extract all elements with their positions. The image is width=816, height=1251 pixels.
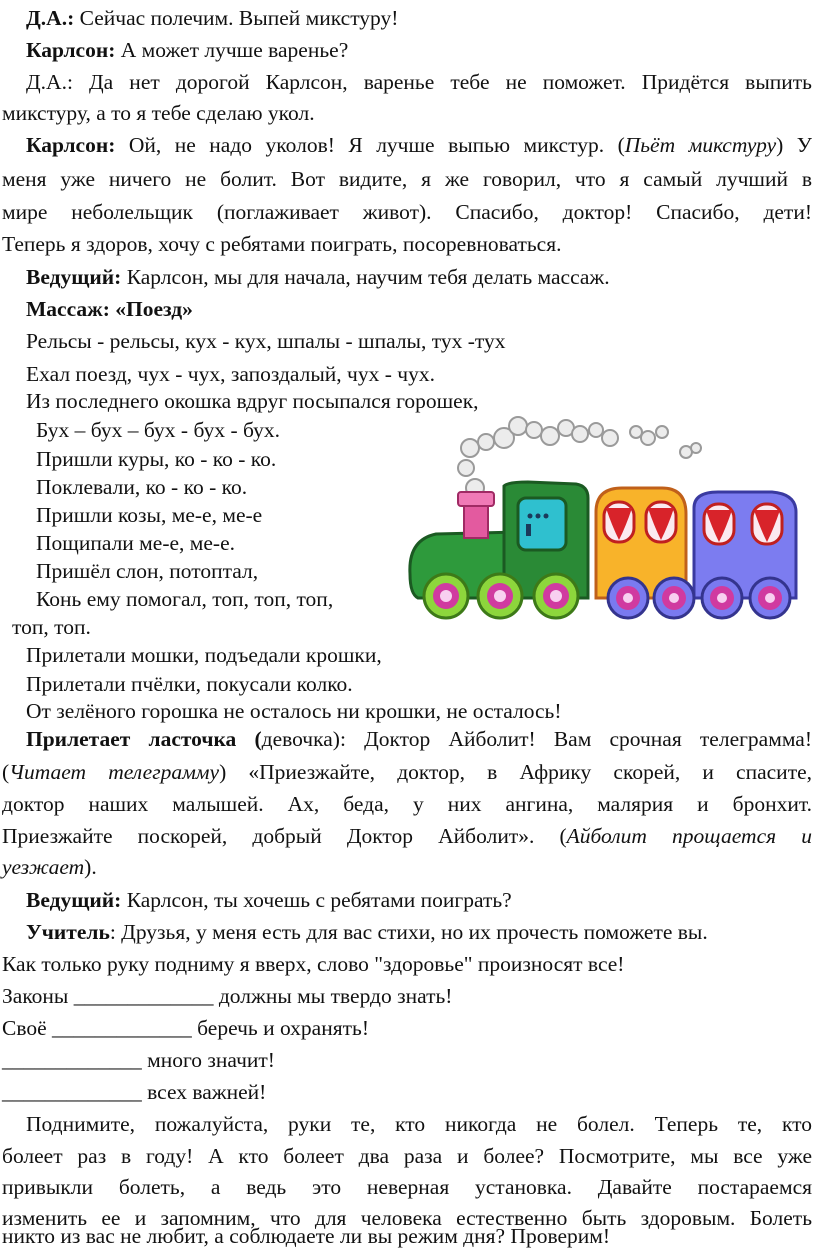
wheel-icon [608,578,648,618]
paragraph-instruction: Как только руку подниму я вверх, слово "здоровье" произносят все! [2,952,625,976]
poem-line: Бух – бух – бух - бух - бух. [36,418,280,442]
paragraph-swallow-line4: Приезжайте поскорей, добрый Доктор Айболит». (Айболит прощается и [2,824,812,848]
train-illustration [400,408,816,630]
fill-in-line: _____________ всех важней! [2,1080,267,1104]
speaker-label: Карлсон: [26,38,116,62]
paragraph-host-1 [26,262,610,292]
paragraph-host-2 [26,885,512,915]
poem-line: От зелёного горошка не осталось ни крошки, не осталось! [26,699,562,723]
speaker-label: Прилетает ласточка ( [26,727,262,751]
paragraph-final-line1: Поднимите, пожалуйста, руки те, кто никогда не болел. Теперь те, кто [26,1112,812,1136]
wheel-icon [478,574,522,618]
stage-direction: Айболит прощается и [566,824,812,848]
poem-line: топ, топ. [12,615,91,639]
fill-in-line: _____________ много значит! [2,1048,275,1072]
speaker-label: Д.А. [26,70,67,94]
poem-line: Из последнего окошка вдруг посыпался горошек, [26,389,479,413]
paragraph-swallow-line1: Прилетает ласточка (девочка): Доктор Айболит! Вам срочная телеграмма! [26,727,812,751]
paragraph-final-line5: никто из вас не любит, а соблюдаете ли вы режим дня? Проверим! [2,1224,611,1248]
stage-direction: Читает телеграмму [9,760,220,784]
wheel-icon [702,578,742,618]
paragraph-swallow-line2: (Читает телеграмму) «Приезжайте, доктор, в Африку скорей, и спасите, [2,760,813,784]
dialogue-text: А может лучше варенье? [115,38,349,62]
dialogue-text: Сейчас полечим. Выпей микстуру! [74,6,399,30]
poem-line: Поклевали, ко - ко - ко. [36,475,248,499]
paragraph-karlson-1 [26,35,348,65]
dialogue-text: Карлсон, мы для начала, научим тебя делать массаж. [121,265,610,289]
poem-line: Пришли куры, ко - ко - ко. [36,447,277,471]
paragraph-final-line3: привыкли болеть, а ведь это неверная установка. Давайте постараемся [2,1175,812,1199]
paragraph-karlson-2-line3: мире неболельщик (поглаживает живот). Спасибо, доктор! Спасибо, дети! [2,200,812,224]
speaker-label: Ведущий: [26,265,122,289]
poem-line: Пришли козы, ме-е, ме-е [36,503,263,527]
poem-line: Конь ему помогал, топ, топ, топ, [36,587,334,611]
poem-line: Пришёл слон, потоптал, [36,559,259,583]
poem-line: Ехал поезд, чух - чух, запоздалый, чух - чух. [26,362,435,386]
paragraph-karlson-2-line1: Карлсон: Ой, не надо уколов! Я лучше выпью микстур. (Пьёт микстуру) У [26,133,812,157]
stage-direction: Пьёт микстуру [624,133,777,157]
paragraph-final-line4: изменить ее и запомним, что для человека естественно быть здоровым. Болеть [2,1206,812,1230]
speaker-label: Карлсон: [26,133,116,157]
wheel-icon [424,574,468,618]
wheel-icon [750,578,790,618]
paragraph-karlson-2-line4: Теперь я здоров, хочу с ребятами поиграть, посоревноваться. [2,232,562,256]
speaker-label: Д.А.: [26,6,75,30]
paragraph-doctor-1 [26,3,398,33]
paragraph-doctor-2-line2: микстуру, а то я тебе сделаю укол. [2,101,315,125]
speaker-label: Ведущий: [26,888,122,912]
wheel-icon [534,574,578,618]
poem-line: Рельсы - рельсы, кух - кух, шпалы - шпалы, тух -тух [26,329,506,353]
poem-line: Пощипали ме-е, ме-е. [36,531,236,555]
massage-title: Массаж: «Поезд» [26,297,193,321]
wheel-icon [654,578,694,618]
fill-in-line: Своё _____________ беречь и охранять! [2,1016,369,1040]
dialogue-text: : Друзья, у меня есть для вас стихи, но их прочесть поможете вы. [109,920,708,944]
dialogue-text: Карлсон, ты хочешь с ребятами поиграть? [121,888,512,912]
paragraph-doctor-2-line1 [26,67,812,97]
paragraph-karlson-2-line2: меня уже ничего не болит. Вот видите, я же говорил, что я самый лучший в [2,167,812,191]
fill-in-line: Законы _____________ должны мы твердо знать! [2,984,453,1008]
poem-line: Прилетали пчёлки, покусали колко. [26,672,353,696]
speaker-label: Учитель [26,920,110,944]
paragraph-teacher [26,917,708,947]
paragraph-final-line2: болеет раз в году! А кто болеет два раза и более? Посмотрите, мы все уже [2,1144,812,1168]
poem-line: Прилетали мошки, подъедали крошки, [26,643,382,667]
paragraph-swallow-line3: доктор наших малышей. Ах, беда, у них ангина, малярия и бронхит. [2,792,812,816]
stage-direction: уезжает [2,855,85,879]
paragraph-swallow-line5: уезжает). [2,855,97,879]
dialogue-text: : Да нет дорогой Карлсон, варенье тебе не поможет. Придётся выпить [66,70,812,94]
